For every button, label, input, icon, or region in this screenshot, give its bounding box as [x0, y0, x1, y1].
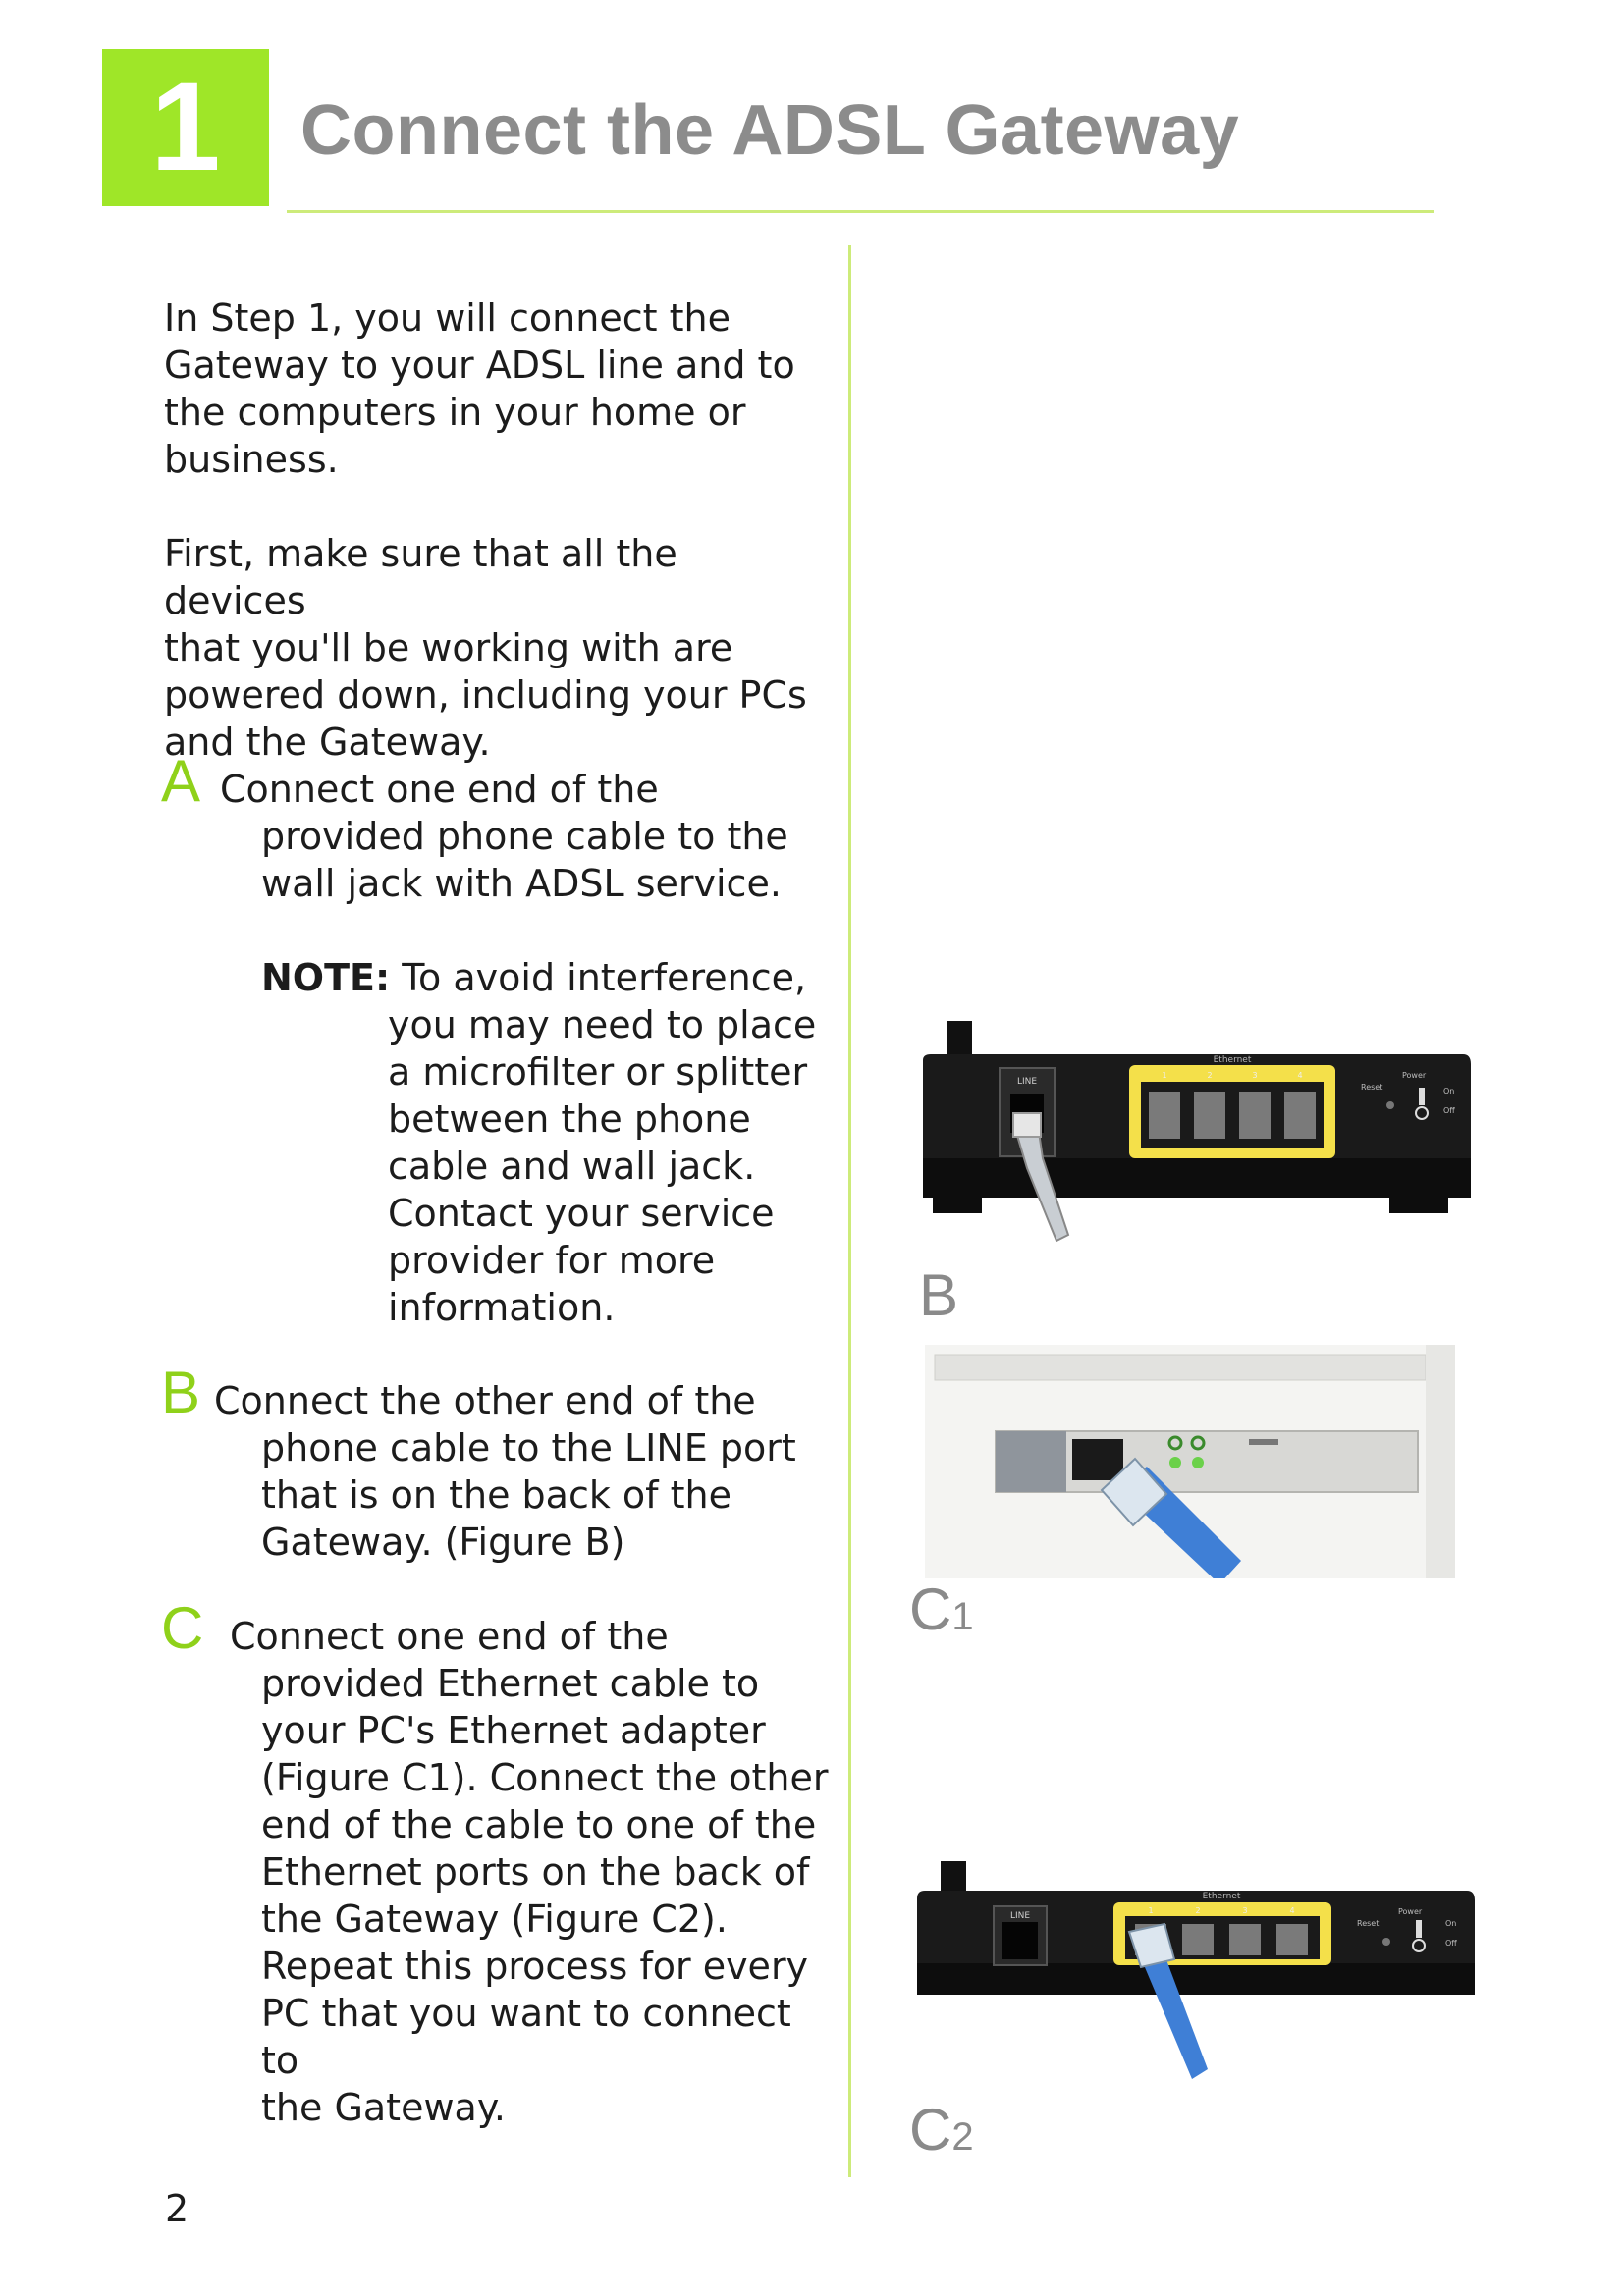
ethernet-port-2 [1182, 1924, 1214, 1955]
text-line: you may need to place [388, 1003, 817, 1046]
reset-label: Reset [1357, 1919, 1380, 1928]
figure-b-label: B [919, 1262, 959, 1328]
step-c-text [261, 1660, 831, 2131]
text-line: that you'll be working with are [164, 626, 733, 669]
text-line: a microfilter or splitter [388, 1050, 808, 1094]
text-line: the Gateway (Figure C2). [261, 1897, 728, 1941]
text-line: Contact your service [388, 1192, 775, 1235]
figure-b-router-back [913, 1011, 1483, 1247]
power-switch [1416, 1920, 1422, 1938]
port-number: 2 [1195, 1906, 1201, 1915]
text-line: your PC's Ethernet adapter [261, 1709, 766, 1752]
ethernet-label: Ethernet [1213, 1055, 1252, 1065]
reset-button [1382, 1938, 1390, 1946]
figure-c1-letter: C [909, 1576, 952, 1642]
text-line: wall jack with ADSL service. [261, 862, 782, 905]
text-line: (Figure C1). Connect the other [261, 1756, 829, 1799]
port-number: 3 [1242, 1906, 1248, 1915]
text-line: the Gateway. [261, 2086, 506, 2129]
text-line: powered down, including your PCs [164, 673, 807, 717]
figure-c1-label [909, 1576, 974, 1646]
text-line: PC that you want to connect to [261, 1992, 791, 2082]
port-number: 2 [1207, 1071, 1213, 1080]
text-line: between the phone [388, 1097, 751, 1141]
text-line: and the Gateway. [164, 721, 491, 764]
ethernet-label: Ethernet [1202, 1892, 1241, 1901]
step-letter-b: B [161, 1360, 201, 1425]
text-line: information. [388, 1286, 616, 1329]
off-label: Off [1445, 1939, 1457, 1948]
power-label: Power [1398, 1907, 1423, 1916]
intro-paragraph-1 [164, 294, 812, 483]
pc-case-edge [1426, 1345, 1455, 1580]
text-line: that is on the back of the [261, 1473, 731, 1517]
ethernet-port-1 [1149, 1092, 1180, 1139]
note-first-text: To avoid interference, [402, 956, 807, 999]
port-number: 4 [1289, 1906, 1295, 1915]
text-line: Gateway. (Figure B) [261, 1521, 625, 1564]
figure-c2-letter: C [909, 2097, 952, 2163]
figure-c1-subscript: 1 [951, 1595, 974, 1638]
text-line: business. [164, 438, 339, 481]
title-divider [287, 210, 1434, 213]
step-letter-a: A [161, 748, 201, 814]
text-line: provided phone cable to the [261, 815, 788, 858]
ethernet-port-2 [1194, 1092, 1225, 1139]
on-label: On [1443, 1087, 1455, 1095]
port-number: 1 [1162, 1071, 1167, 1080]
step-c-first-line: Connect one end of the [230, 1615, 669, 1658]
page-number: 2 [165, 2187, 189, 2230]
ethernet-port-3 [1239, 1092, 1271, 1139]
text-line: provider for more [388, 1239, 716, 1282]
note-text [388, 1001, 830, 1331]
line-port-label: LINE [1009, 1911, 1031, 1921]
intro-paragraph-2 [164, 530, 812, 766]
step-a-text [261, 813, 831, 907]
text-line: end of the cable to one of the [261, 1803, 817, 1846]
text-line: Gateway to your ADSL line and to [164, 344, 795, 387]
ethernet-jack [1072, 1439, 1123, 1480]
step-letter-c: C [161, 1595, 204, 1661]
power-label: Power [1402, 1071, 1427, 1080]
figure-c2-router-back [907, 1855, 1487, 2091]
bracket-mark [1249, 1439, 1278, 1445]
power-switch [1419, 1088, 1425, 1105]
text-line: provided Ethernet cable to [261, 1662, 760, 1705]
figure-c2-subscript: 2 [951, 2115, 974, 2159]
router-base [917, 1963, 1475, 1995]
note-label: NOTE: [261, 956, 391, 999]
line-port-label: LINE [1016, 1077, 1038, 1087]
step-a-first-line: Connect one end of the [220, 768, 659, 811]
figure-c2-label [909, 2097, 974, 2166]
reset-button [1386, 1101, 1394, 1109]
text-line: First, make sure that all the devices [164, 532, 677, 622]
port-number: 1 [1148, 1906, 1154, 1915]
on-label: On [1445, 1919, 1457, 1928]
step-number: 1 [150, 57, 221, 197]
status-led [1169, 1457, 1181, 1468]
note-first-line [261, 954, 806, 1001]
text-line: the computers in your home or [164, 391, 746, 434]
status-led [1192, 1457, 1204, 1468]
port-number: 3 [1252, 1071, 1258, 1080]
reset-label: Reset [1361, 1083, 1383, 1092]
figure-bottom [925, 1578, 1455, 1590]
pc-slot-cover [935, 1355, 1426, 1380]
ethernet-port-4 [1284, 1092, 1316, 1139]
step-b-text [261, 1424, 831, 1566]
port-number: 4 [1297, 1071, 1303, 1080]
text-line: Repeat this process for every [261, 1945, 809, 1988]
router-foot [933, 1194, 982, 1213]
text-line: In Step 1, you will connect the [164, 296, 731, 340]
text-line: cable and wall jack. [388, 1145, 756, 1188]
text-line: phone cable to the LINE port [261, 1426, 796, 1469]
ethernet-port-4 [1276, 1924, 1308, 1955]
column-divider [848, 245, 851, 2177]
figure-c1-pc-adapter [925, 1345, 1455, 1590]
adapter-connector [996, 1431, 1066, 1492]
ethernet-port-3 [1229, 1924, 1261, 1955]
page-title: Connect the ADSL Gateway [300, 91, 1240, 170]
text-line: Ethernet ports on the back of [261, 1850, 810, 1894]
router-foot [1389, 1194, 1448, 1213]
off-label: Off [1443, 1106, 1455, 1115]
line-port [1002, 1922, 1038, 1959]
phone-plug [1013, 1113, 1041, 1137]
router-base [923, 1158, 1471, 1198]
step-b-first-line: Connect the other end of the [214, 1379, 756, 1422]
